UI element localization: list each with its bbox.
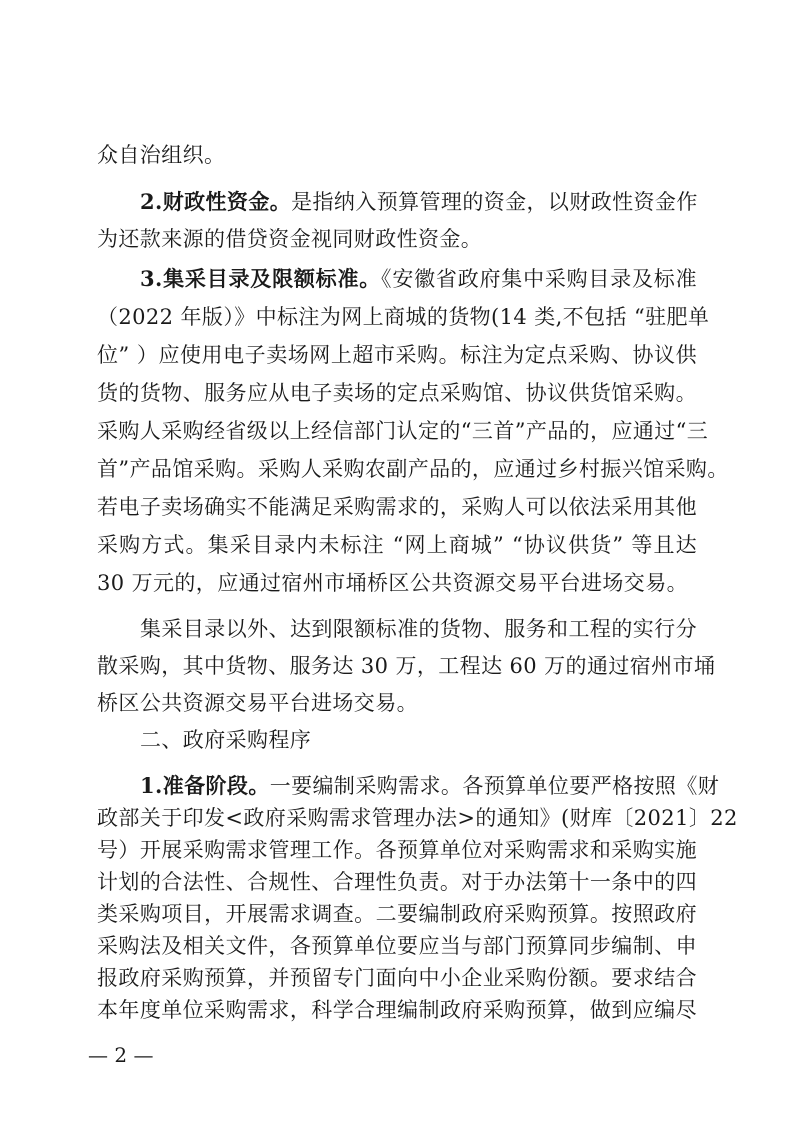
paragraph-line: 计划的合法性、合规性、合理性负责。对于办法第十一条中的四 (97, 870, 697, 894)
paragraph-lead: 3.集采目录及限额标准。 (140, 266, 382, 291)
paragraph-line: （2022 年版）》中标注为网上商城的货物(14 类,不包括 “驻肥单 (97, 305, 710, 329)
paragraph-text: 《安徽省政府集中采购目录及标准 (381, 267, 697, 291)
paragraph-line: 货的货物、服务应从电子卖场的定点采购馆、协议供货馆采购。 (97, 381, 697, 405)
paragraph-line (140, 771, 720, 801)
section-heading: 二、政府采购程序 (140, 728, 312, 752)
paragraph-text: 一要编制采购需求。各预算单位要严格按照《财 (269, 774, 720, 798)
paragraph-line: 号）开展采购需求管理工作。各预算单位对采购需求和采购实施 (97, 838, 697, 862)
paragraph-line: 政部关于印发<政府采购需求管理办法>的通知》(财库〔2021〕22 (97, 806, 738, 830)
paragraph-text: 是指纳入预算管理的资金，以财政性资金作 (291, 190, 698, 214)
paragraph-line: 采购方式。集采目录内未标注 “网上商城” “协议供货” 等且达 (97, 533, 697, 557)
paragraph-line: 采购人采购经省级以上经信部门认定的“三首”产品的，应通过“三 (97, 419, 709, 443)
paragraph-line: 30 万元的，应通过宿州市埇桥区公共资源交易平台进场交易。 (97, 571, 688, 595)
paragraph-line: 桥区公共资源交易平台进场交易。 (97, 691, 418, 715)
paragraph-line: 位” ）应使用电子卖场网上超市采购。标注为定点采购、协议供 (97, 343, 697, 367)
paragraph-line: 采购法及相关文件，各预算单位要应当与部门预算同步编制、申 (97, 934, 697, 958)
paragraph-line (140, 264, 697, 294)
paragraph-line: 集采目录以外、达到限额标准的货物、服务和工程的实行分 (140, 617, 697, 641)
paragraph-line: 首”产品馆采购。采购人采购农副产品的，应通过乡村振兴馆采购。 (97, 457, 729, 481)
paragraph-lead: 2.财政性资金。 (140, 189, 292, 214)
paragraph-line: 为还款来源的借贷资金视同财政性资金。 (97, 227, 483, 251)
paragraph-line: 类采购项目，开展需求调查。二要编制政府采购预算。按照政府 (97, 902, 697, 926)
paragraph-line: 报政府采购预算，并预留专门面向中小企业采购份额。要求结合 (97, 966, 697, 990)
paragraph-line: 若电子卖场确实不能满足采购需求的，采购人可以依法采用其他 (97, 495, 697, 519)
paragraph-line: 散采购，其中货物、服务达 30 万，工程达 60 万的通过宿州市埇 (97, 654, 716, 678)
paragraph-line (140, 187, 697, 217)
paragraph-line: 本年度单位采购需求，科学合理编制政府采购预算，做到应编尽 (97, 998, 697, 1022)
paragraph-line: 众自治组织。 (97, 143, 226, 167)
page-number: — 2 — (88, 1043, 154, 1067)
paragraph-lead: 1.准备阶段。 (140, 773, 270, 798)
